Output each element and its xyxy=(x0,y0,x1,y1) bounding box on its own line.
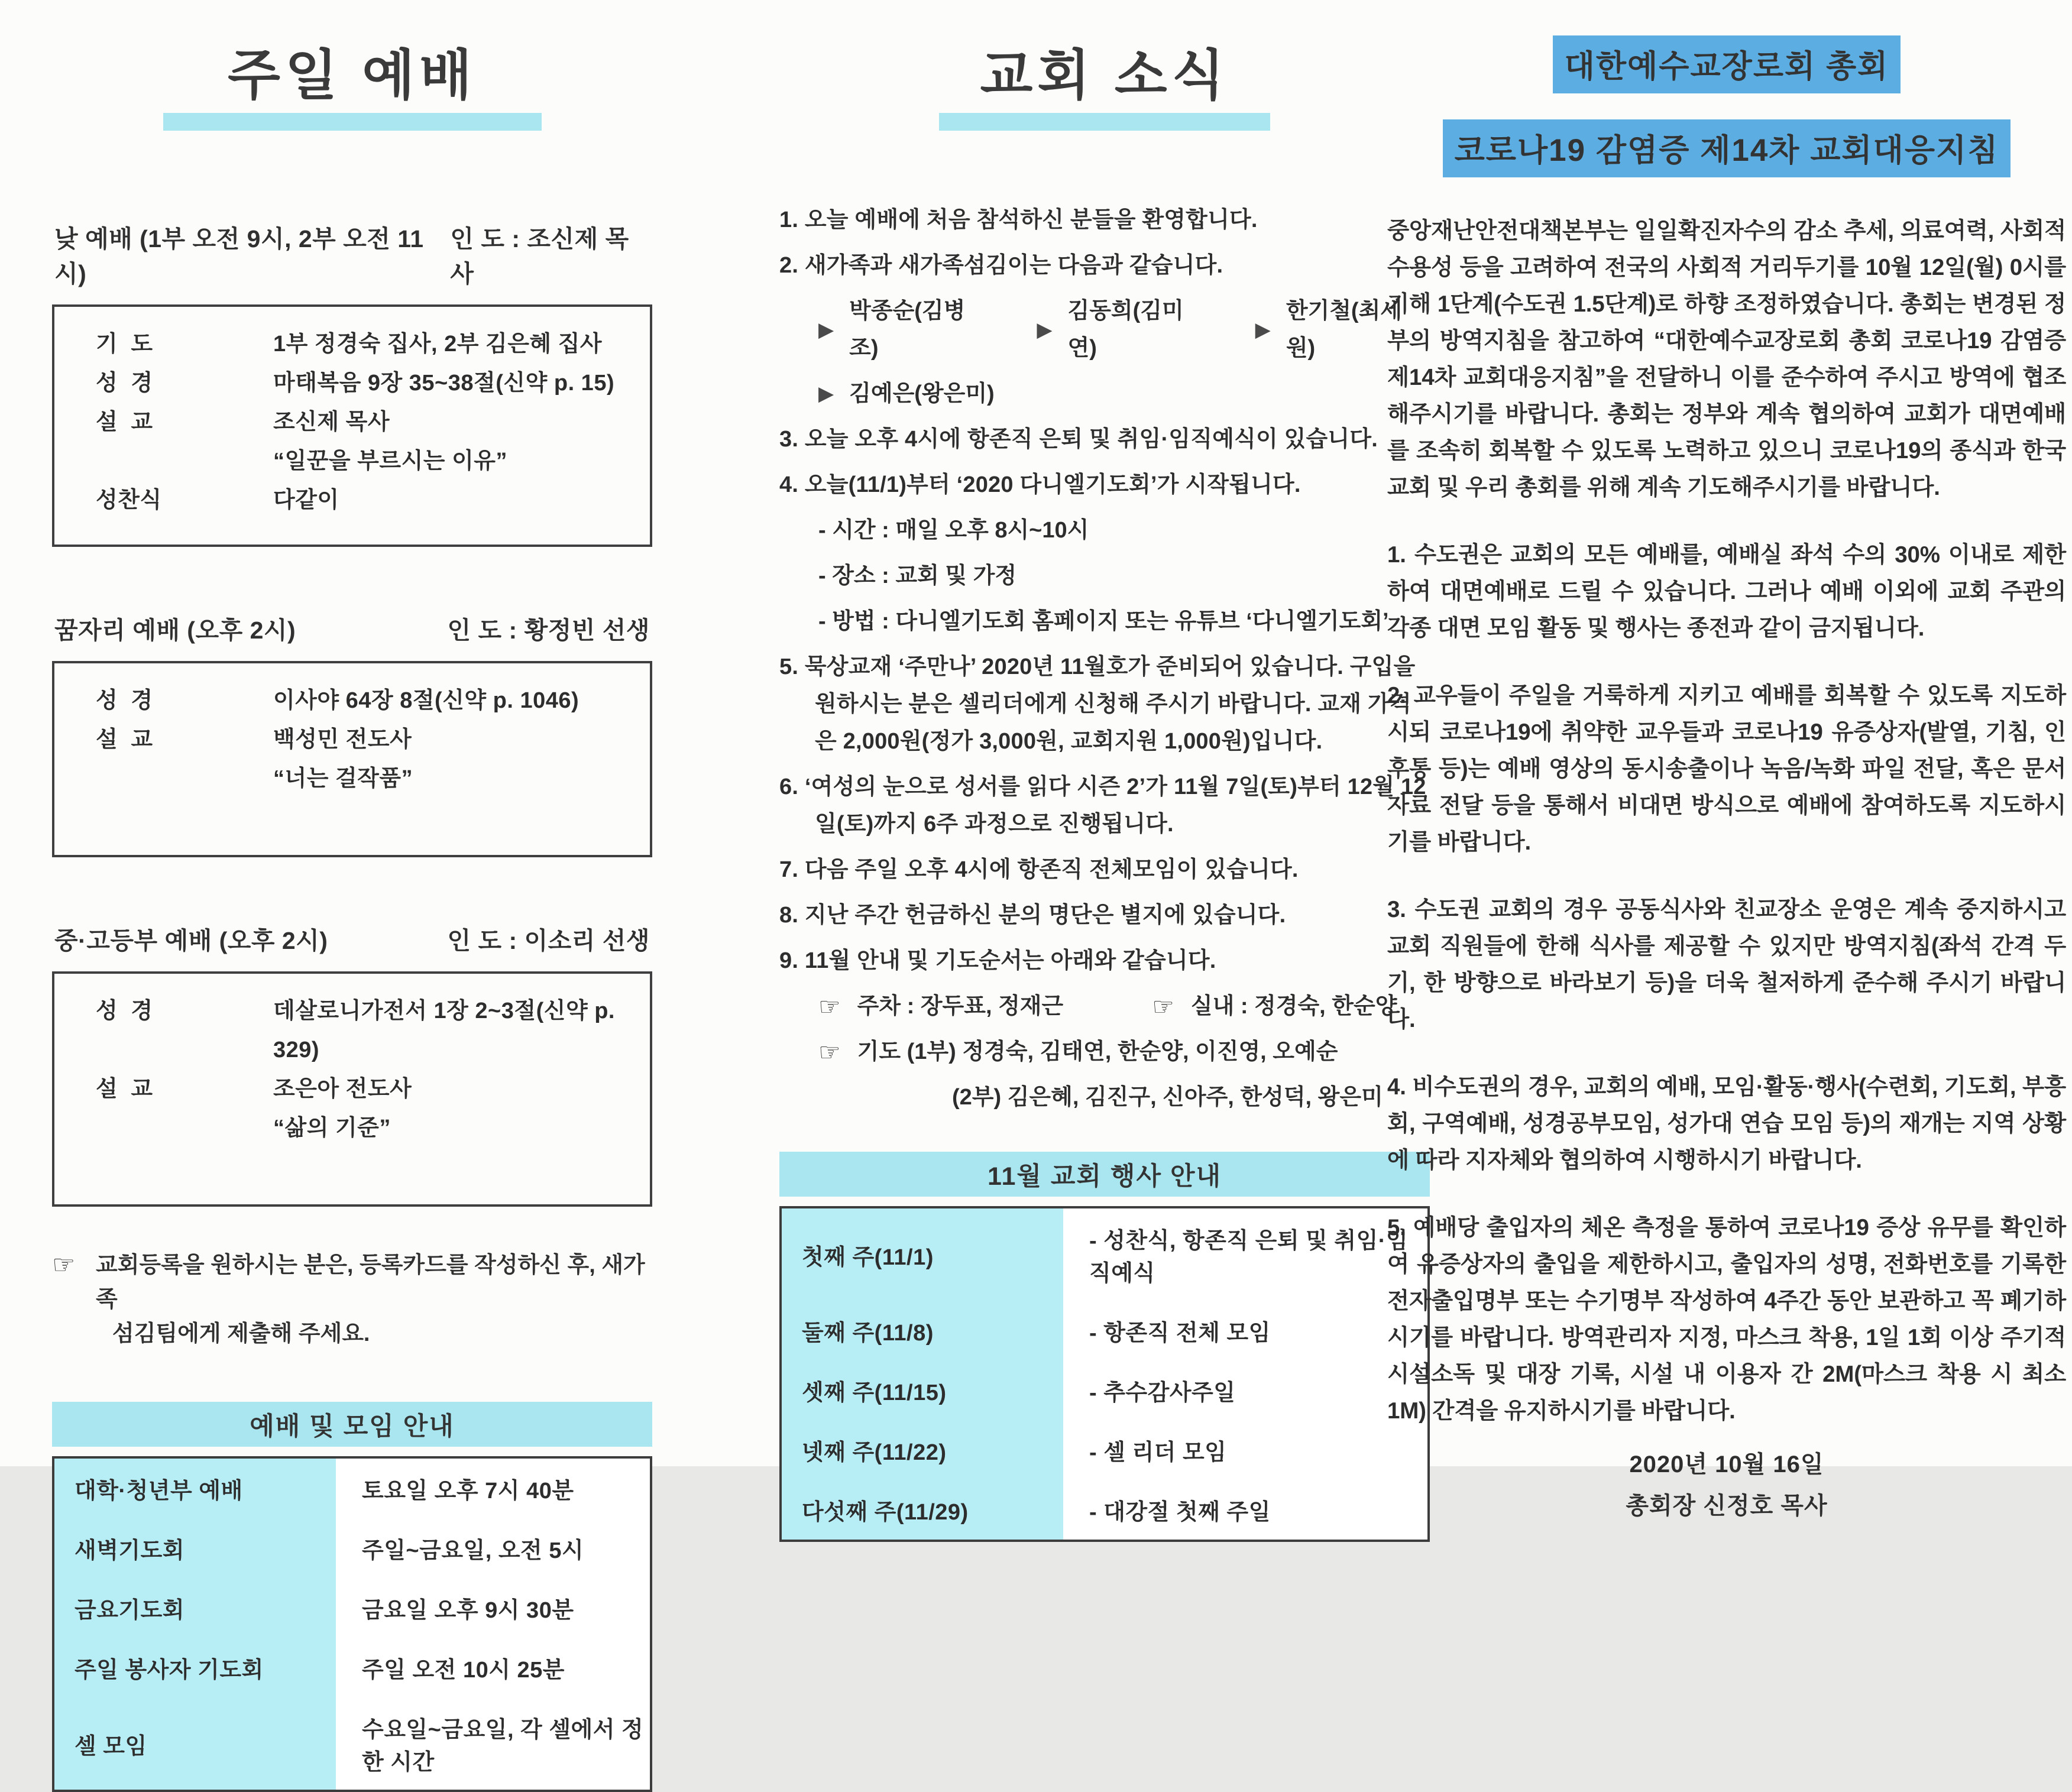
guideline-item-4: 4. 비수도권의 경우, 교회의 예배, 모임·활동·행사(수련회, 기도회, 부흥회, 구역예배, 성경공부모임, 성가대 연습 모임 등)의 재개는 지역 상황에 따라 지자체와 협의하여 시행하시기 바랍니다. xyxy=(1387,1074,2066,1173)
newcomer-name: 김예은(왕은미) xyxy=(849,381,995,407)
youth-service-box xyxy=(52,971,652,1207)
day-service-heading xyxy=(54,219,650,289)
row-label xyxy=(96,759,273,798)
triangle-bullet-icon: ▶ xyxy=(818,318,834,341)
pointing-hand-icon: ☞ xyxy=(818,1038,841,1067)
middle-title-block xyxy=(779,46,1430,131)
left-title-underline xyxy=(163,113,542,131)
duty-prayer-line1: ☞ 기도 (1부) 정경숙, 김태연, 한순양, 이진영, 오예순 xyxy=(779,1033,1430,1071)
service-row xyxy=(96,1109,638,1148)
pointing-hand-icon: ☞ xyxy=(1152,993,1174,1021)
schedule-time: 토요일 오후 7시 40분 xyxy=(336,1459,650,1518)
news-item: 5. 묵상교재 ‘주만나’ 2020년 11월호가 준비되어 있습니다. 구입을 원하시는 분은 셀리더에게 신청해 주시기 바랍니다. 교재 가격은 2,000원(정가 3,000원, 교회지원 1,000원)입니다. xyxy=(779,654,1416,754)
service-row xyxy=(96,1070,638,1109)
row-value: 1부 정경숙 집사, 2부 김은혜 집사 xyxy=(273,332,603,357)
service-row xyxy=(96,991,638,1070)
service-row xyxy=(96,364,638,403)
dream-service-name: 꿈자리 예배 (오후 2시) xyxy=(54,617,296,644)
row-label: 설 교 xyxy=(96,410,153,435)
schedule-time: 주일 오전 10시 25분 xyxy=(336,1638,650,1697)
row-value: 다같이 xyxy=(273,488,339,513)
dream-service-heading xyxy=(54,611,650,646)
guideline-date: 2020년 10월 16일 xyxy=(1629,1451,1824,1477)
news-item: 8. 지난 주간 헌금하신 분의 명단은 별지에 있습니다. xyxy=(779,903,1286,928)
row-label xyxy=(96,442,273,481)
sunday-worship-column xyxy=(52,0,652,1792)
schedule-name: 새벽기도회 xyxy=(54,1518,336,1578)
dream-service-leader: 인 도 : 황정빈 선생 xyxy=(447,617,650,644)
triangle-bullet-icon: ▶ xyxy=(1255,318,1271,341)
row-label: 성찬식 xyxy=(96,488,162,513)
row-label: 기 도 xyxy=(96,332,153,357)
duty-row xyxy=(779,988,1430,1025)
left-page-title: 주일 예배 xyxy=(227,46,477,106)
covid-guideline-column xyxy=(1387,0,2066,1527)
guideline-item-3: 3. 수도권 교회의 경우 공동식사와 친교장소 운영은 계속 중지하시고 교회 직원들에 한해 식사를 제공할 수 있지만 방역지침(좌석 간격 두기, 한 방향으로 바라보기 등)을 더욱 철저하게 준수해 주시기 바랍니다. xyxy=(1387,897,2066,1032)
news-item: 3. 오늘 오후 4시에 항존직 은퇴 및 취임·임직예식이 있습니다. xyxy=(779,427,1378,452)
guideline-signer: 총회장 신정호 목사 xyxy=(1626,1493,1828,1519)
row-value: 데살로니가전서 1장 2~3절(신약 p. 329) xyxy=(273,999,622,1063)
guideline-intro: 중앙재난안전대책본부는 일일확진자수의 감소 추세, 의료여력, 사회적 수용성 등을 고려하여 전국의 사회적 거리두기를 10월 12일(월) 0시를 기해 1단계(수도권 1.5단계)로 하향 조정하였습니다. 총회는 변경된 정부의 방역지침을 참고하여 “대한예수교장로회 총회 코로나19 감염증 제14차 교회대응지침”을 전달하니 이를 준수하여 주시고 방역에 협조해주시기를 바랍니다. 총회는 정부와 계속 협의하여 교회가 대면예배를 조속히 회복할 수 있도록 노력하고 있으니 코로나19의 종식과 한국교회 및 우리 총회를 위해 계속 기도해주시기를 바랍니다. xyxy=(1387,218,2066,500)
event-desc: - 대강절 첫째 주일 xyxy=(1063,1480,1427,1540)
registration-note-line2: 섬김팀에게 제출해 주세요. xyxy=(112,1321,370,1347)
newcomer-row xyxy=(779,293,1430,367)
assembly-title-line2 xyxy=(1387,119,2066,177)
day-service-leader: 인 도 : 조신제 목사 xyxy=(450,225,629,288)
guideline-item-5: 5. 예배당 출입자의 체온 측정을 통하여 코로나19 증상 유무를 확인하여 유증상자의 출입을 제한하시고, 출입자의 성명, 전화번호를 기록한 전자출입명부 또는 수기명부 작성하여 4주간 동안 보관하고 꼭 폐기하시기를 바랍니다. 방역관리자 지정, 마스크 착용, 1일 1회 이상 주기적 시설소독 및 대장 기록, 시설 내 이용자 간 2M(마스크 착용 시 최소 1M) 간격을 유지하시기를 바랍니다. xyxy=(1387,1215,2066,1424)
youth-service-heading xyxy=(54,921,650,956)
schedule-name: 금요기도회 xyxy=(54,1578,336,1638)
table-row xyxy=(54,1638,650,1697)
newcomer-row xyxy=(779,375,1430,413)
duty-prayer-line2: (2부) 김은혜, 김진구, 신아주, 한성덕, 왕은미 xyxy=(952,1085,1383,1110)
news-item: 2. 새가족과 새가족섬김이는 다음과 같습니다. xyxy=(779,253,1223,278)
service-row xyxy=(96,325,638,364)
row-value: 백성민 전도사 xyxy=(273,727,412,753)
guideline-item-2: 2. 교우들이 주일을 거룩하게 지키고 예배를 회복할 수 있도록 지도하시되 코로나19에 취약한 교우들과 코로나19 유증상자(발열, 기침, 인후통 등)는 예배 영상의 동시송출이나 녹음/녹화 파일 전달, 혹은 문서자료 전달 등을 통해서 비대면 방식으로 예배에 참여하도록 지도하시기를 바랍니다. xyxy=(1387,683,2066,855)
service-row xyxy=(96,442,638,481)
news-item: 6. ‘여성의 눈으로 성서를 읽다 시즌 2’가 11월 7일(토)부터 12월 12 일(토)까지 6주 과정으로 진행됩니다. xyxy=(779,775,1426,837)
schedule-name: 대학·청년부 예배 xyxy=(54,1459,336,1518)
table-row xyxy=(54,1518,650,1578)
table-row xyxy=(782,1480,1427,1540)
row-label: 성 경 xyxy=(96,371,153,396)
service-row xyxy=(96,681,638,720)
row-value: 마태복음 9장 35~38절(신약 p. 15) xyxy=(273,371,615,396)
news-list xyxy=(779,202,1430,1116)
event-week: 첫째 주(11/1) xyxy=(782,1208,1063,1301)
registration-note xyxy=(52,1248,652,1351)
schedule-time: 수요일~금요일, 각 셀에서 정한 시간 xyxy=(336,1697,650,1790)
duty-indoor: ☞ 실내 : 정경숙, 한순양 xyxy=(1152,988,1397,1025)
service-row xyxy=(96,403,638,442)
table-row xyxy=(782,1208,1427,1301)
youth-service-name: 중·고등부 예배 (오후 2시) xyxy=(54,927,328,955)
newcomer-name: 박종순(김병조) xyxy=(849,299,966,361)
daniel-detail: - 방법 : 다니엘기도회 홈페이지 또는 유튜브 ‘다니엘기도회’ xyxy=(818,609,1389,634)
guideline-item-1: 1. 수도권은 교회의 모든 예배를, 예배실 좌석 수의 30% 이내로 제한하여 대면예배로 드릴 수 있습니다. 그러나 예배 이외에 교회 주관의 각종 대면 모임 활동 및 행사는 종전과 같이 금지됩니다. xyxy=(1387,542,2066,641)
newcomer-entry xyxy=(1037,293,1211,367)
table-row xyxy=(782,1301,1427,1360)
schedule-time: 금요일 오후 9시 30분 xyxy=(336,1578,650,1638)
table-row xyxy=(782,1360,1427,1420)
event-desc: - 추수감사주일 xyxy=(1063,1360,1427,1420)
event-desc: - 항존직 전체 모임 xyxy=(1063,1301,1427,1360)
row-value: 조은아 전도사 xyxy=(273,1077,412,1102)
service-row xyxy=(96,481,638,520)
assembly-title-line1 xyxy=(1387,35,2066,93)
table-row xyxy=(782,1420,1427,1480)
highlighted-title: 코로나19 감염증 제14차 교회대응지침 xyxy=(1443,119,2011,177)
registration-note-line1: 교회등록을 원하시는 분은, 등록카드를 작성하신 후, 새가족 xyxy=(96,1253,645,1313)
newcomer-entry xyxy=(818,293,993,367)
newcomer-entry xyxy=(818,375,995,413)
news-item: 7. 다음 주일 오후 4시에 항존직 전체모임이 있습니다. xyxy=(779,857,1299,883)
table-row xyxy=(54,1697,650,1790)
event-week: 넷째 주(11/22) xyxy=(782,1420,1063,1480)
sermon-title: “너는 걸작품” xyxy=(273,766,413,792)
pointing-hand-icon: ☞ xyxy=(52,1250,76,1280)
sermon-title: “일꾼을 부르시는 이유” xyxy=(273,449,507,474)
middle-page-title: 교회 소식 xyxy=(980,46,1229,106)
events-table xyxy=(779,1206,1430,1542)
events-header: 11월 교회 행사 안내 xyxy=(779,1152,1430,1197)
news-item: 9. 11월 안내 및 기도순서는 아래와 같습니다. xyxy=(779,948,1216,974)
service-row xyxy=(96,720,638,759)
schedule-header: 예배 및 모임 안내 xyxy=(52,1402,652,1447)
youth-service-leader: 인 도 : 이소리 선생 xyxy=(447,927,650,955)
event-week: 다섯째 주(11/29) xyxy=(782,1480,1063,1540)
daniel-detail: - 시간 : 매일 오후 8시~10시 xyxy=(818,518,1089,543)
service-row xyxy=(96,759,638,798)
church-news-column xyxy=(779,0,1430,1542)
row-label: 성 경 xyxy=(96,688,153,714)
middle-title-underline xyxy=(939,113,1270,131)
day-service-name: 낮 예배 (1부 오전 9시, 2부 오전 11시) xyxy=(54,225,424,288)
schedule-time: 주일~금요일, 오전 5시 xyxy=(336,1518,650,1578)
event-week: 셋째 주(11/15) xyxy=(782,1360,1063,1420)
event-desc: - 셀 리더 모임 xyxy=(1063,1420,1427,1480)
day-service-box xyxy=(52,304,652,547)
newcomer-name: 김동희(김미연) xyxy=(1067,299,1184,361)
daniel-detail: - 장소 : 교회 및 가정 xyxy=(818,563,1017,589)
sermon-title: “삶의 기준” xyxy=(273,1116,391,1141)
triangle-bullet-icon: ▶ xyxy=(818,383,834,406)
event-desc: - 성찬식, 항존직 은퇴 및 취임·임직예식 xyxy=(1063,1208,1427,1301)
news-item: 1. 오늘 예배에 처음 참석하신 분들을 환영합니다. xyxy=(779,208,1258,233)
dream-service-box xyxy=(52,661,652,857)
news-item: 4. 오늘(11/1)부터 ‘2020 다니엘기도회’가 시작됩니다. xyxy=(779,472,1301,498)
triangle-bullet-icon: ▶ xyxy=(1037,318,1053,341)
pointing-hand-icon: ☞ xyxy=(818,993,841,1021)
schedule-name: 주일 봉사자 기도회 xyxy=(54,1638,336,1697)
event-week: 둘째 주(11/8) xyxy=(782,1301,1063,1360)
schedule-name: 셀 모임 xyxy=(54,1697,336,1790)
row-value: 이사야 64장 8절(신약 p. 1046) xyxy=(273,688,579,714)
left-title-block xyxy=(52,46,652,131)
row-label: 설 교 xyxy=(96,1077,153,1102)
row-label: 성 경 xyxy=(96,999,153,1024)
table-row xyxy=(54,1459,650,1518)
row-value: 조신제 목사 xyxy=(273,410,390,435)
highlighted-title: 대한예수교장로회 총회 xyxy=(1553,35,1901,93)
row-label xyxy=(96,1109,273,1148)
schedule-table xyxy=(52,1456,652,1792)
duty-parking: ☞ 주차 : 장두표, 정재근 xyxy=(818,988,1063,1025)
newcomer-name: 한기철(최세원) xyxy=(1286,299,1403,361)
table-row xyxy=(54,1578,650,1638)
row-label: 설 교 xyxy=(96,727,153,753)
